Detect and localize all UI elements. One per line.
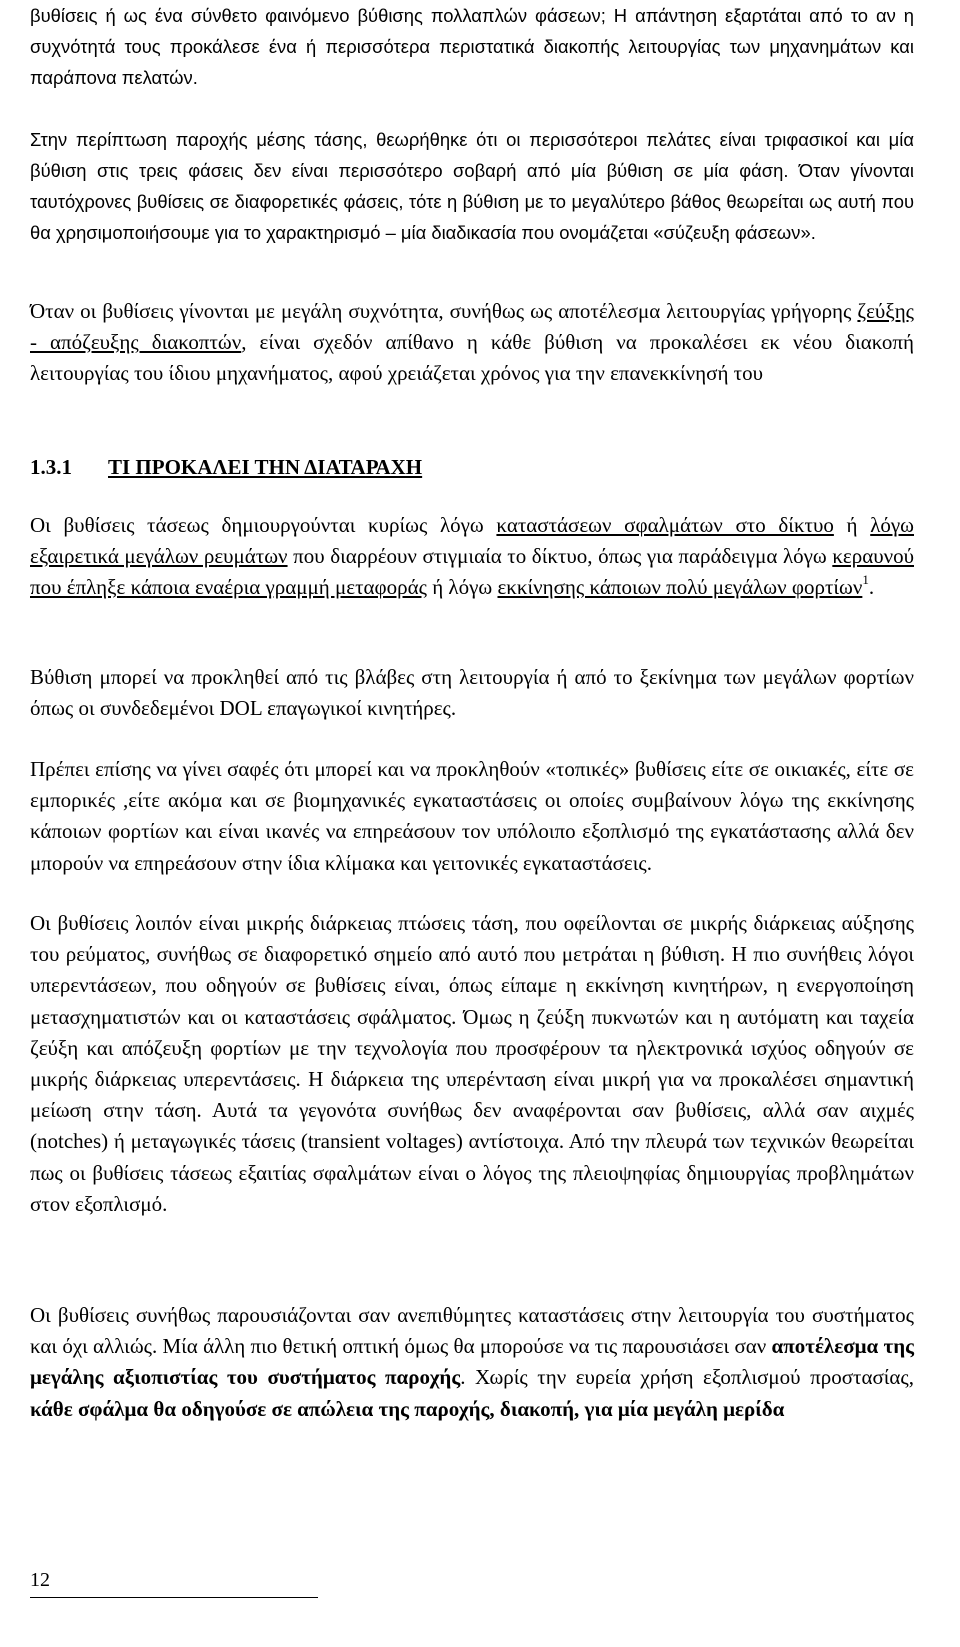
text-run: που διαρρέουν στιγμιαία το δίκτυο, όπως για παράδειγμα λόγω [287, 544, 833, 569]
paragraph-faults-and-loads [30, 662, 914, 724]
footnote-reference[interactable]: 1 [862, 572, 869, 588]
section-heading [30, 452, 422, 483]
bold-phrase: κάθε σφάλμα θα οδηγούσε σε απώλεια της παροχής, διακοπή, για μία μεγάλη μερίδα [30, 1396, 785, 1421]
text-run: . Χωρίς την ευρεία χρήση εξοπλισμού προστασίας, [460, 1365, 914, 1390]
paragraph-continuation [30, 0, 914, 93]
section-title: ΤΙ ΠΡΟΚΑΛΕΙ ΤΗΝ ΔΙΑΤΑΡΑΧΗ [108, 455, 423, 479]
underlined-term: κεραυνού που έπληξε κάποια εναέρια γραμμή μεταφοράς [30, 544, 914, 600]
underlined-term: ζεύξης - απόζευξης διακοπτών [30, 299, 914, 355]
underlined-term: λόγω εξαιρετικά μεγάλων ρευμάτων [30, 513, 914, 569]
paragraph-text: Βύθιση μπορεί να προκληθεί από τις βλάβες στη λειτουργία ή από το ξεκίνημα των μεγάλων φορτίων όπως οι συνδεδεμένοι DOL επαγωγικοί κινητήρες. [30, 665, 914, 721]
text-run: , είναι σχεδόν απίθανο η κάθε βύθιση να προκαλέσει εκ νέου διακοπή λειτουργίας του ίδιου μηχανήματος, αφού χρειάζεται χρόνος για την επανεκκίνησή του [30, 330, 914, 386]
page-number: 12 [30, 1569, 50, 1591]
paragraph-local-sags [30, 754, 914, 879]
paragraph-causes [30, 510, 914, 604]
underlined-term: εκκίνησης κάποιων πολύ μεγάλων φορτίων [497, 575, 863, 600]
paragraph-short-duration [30, 908, 914, 1220]
text-run: Οι βυθίσεις συνήθως παρουσιάζονται σαν ανεπιθύμητες καταστάσεις στην λειτουργία του συστήματος και όχι αλλιώς. Μία άλλη πιο θετική οπτική όμως θα μπορούσε να τις παρουσιάσει σαν [30, 1303, 914, 1359]
text-run: Οι βυθίσεις τάσεως δημιουργούνται κυρίως λόγω [30, 513, 497, 537]
paragraph-medium-voltage [30, 124, 914, 248]
paragraph-frequent-sags [30, 296, 914, 390]
paragraph-reliability [30, 1300, 914, 1425]
paragraph-text: Οι βυθίσεις λοιπόν είναι μικρής διάρκειας πτώσεις τάση, που οφείλονται σε μικρής διάρκειας αύξησης του ρεύματος, συνήθως σε διαφορετικό σημείο από αυτό που μετράται η βύθιση. Η πιο συνήθεις λόγοι υπερεντάσεων, που οδηγούν σε βυθίσεις είναι, όπως είπαμε η εκκίνηση κινητήρων, η ενεργοποίηση μετασχηματιστών και οι καταστάσεις σφάλματος. Όμως η ζεύξη πυκνωτών και η αυτόματη και ταχεία ζεύξη και απόζευξη φορτίων με την τεχνολογία που προσφέρουν τα ηλεκτρονικά ισχύος οδηγούν σε μικρής διάρκειας υπερεντάσεις. Η διάρκεια της υπερένταση είναι μικρή για να προκαλέσει σημαντική μείωση στην τάση. Αυτά τα γεγονότα συνήθως δεν αναφέρονται σαν βυθίσεις, αλλά σαν αιχμές (notches) ή μεταγωγικές τάσεις (transient voltages) αντίστοιχα. Από την πλευρά των τεχνικών θεωρείται πως οι βυθίσεις τάσεως εξαιτίας σφαλμάτων είναι ο λόγος της πλειοψηφίας δημιουργίας προβλημάτων στον εξοπλισμό. [30, 911, 914, 1216]
footnote-separator [30, 1597, 318, 1598]
underlined-term: καταστάσεων σφαλμάτων στο δίκτυο [496, 513, 834, 537]
paragraph-text: βυθίσεις ή ως ένα σύνθετο φαινόμενο βύθισης πολλαπλών φάσεων; Η απάντηση εξαρτάται από το αν η συχνότητά τους προκάλεσε ένα ή περισσότερα περιστατικά διακοπής λειτουργίας των μηχανημάτων και παράπονα πελατών. [30, 5, 914, 88]
text-run: Όταν οι βυθίσεις γίνονται με μεγάλη συχνότητα, συνήθως ως αποτέλεσμα λειτουργίας γρήγορης [30, 299, 858, 323]
text-run: ή [833, 513, 871, 537]
text-run: . [868, 575, 875, 600]
paragraph-text: Στην περίπτωση παροχής μέσης τάσης, θεωρήθηκε ότι οι περισσότεροι πελάτες είναι τριφασικοί και μία βύθιση στις τρεις φάσεις δεν είναι περισσότερο σοβαρή από μία βύθιση σε μία φάση. Όταν γίνονται ταυτόχρονες βυθίσεις σε διαφορετικές φάσεις, τότε η βύθιση με το μεγαλύτερο βάθος θεωρείται ως αυτή που θα χρησιμοποιήσουμε για το χαρακτηρισμό – μία διαδικασία που ονομάζεται «σύζευξη φάσεων». [30, 129, 914, 243]
bold-phrase: αποτέλεσμα της μεγάλης αξιοπιστίας του συστήματος παροχής [30, 1334, 914, 1390]
paragraph-text: Πρέπει επίσης να γίνει σαφές ότι μπορεί και να προκληθούν «τοπικές» βυθίσεις είτε σε οικιακές, είτε σε εμπορικές ,είτε ακόμα και σε βιομηχανικές εγκαταστάσεις οι οποίες συμβαίνουν λόγω της εκκίνησης κάποιων φορτίων και είναι ικανές να επηρεάσουν τον υπόλοιπο εξοπλισμό της εγκατάστασης αλλά δεν μπορούν να επηρεάσουν στην ίδια κλίμακα και γειτονικές εγκαταστάσεις. [30, 757, 914, 875]
section-number: 1.3.1 [30, 455, 72, 479]
text-run: ή λόγω [426, 575, 498, 600]
